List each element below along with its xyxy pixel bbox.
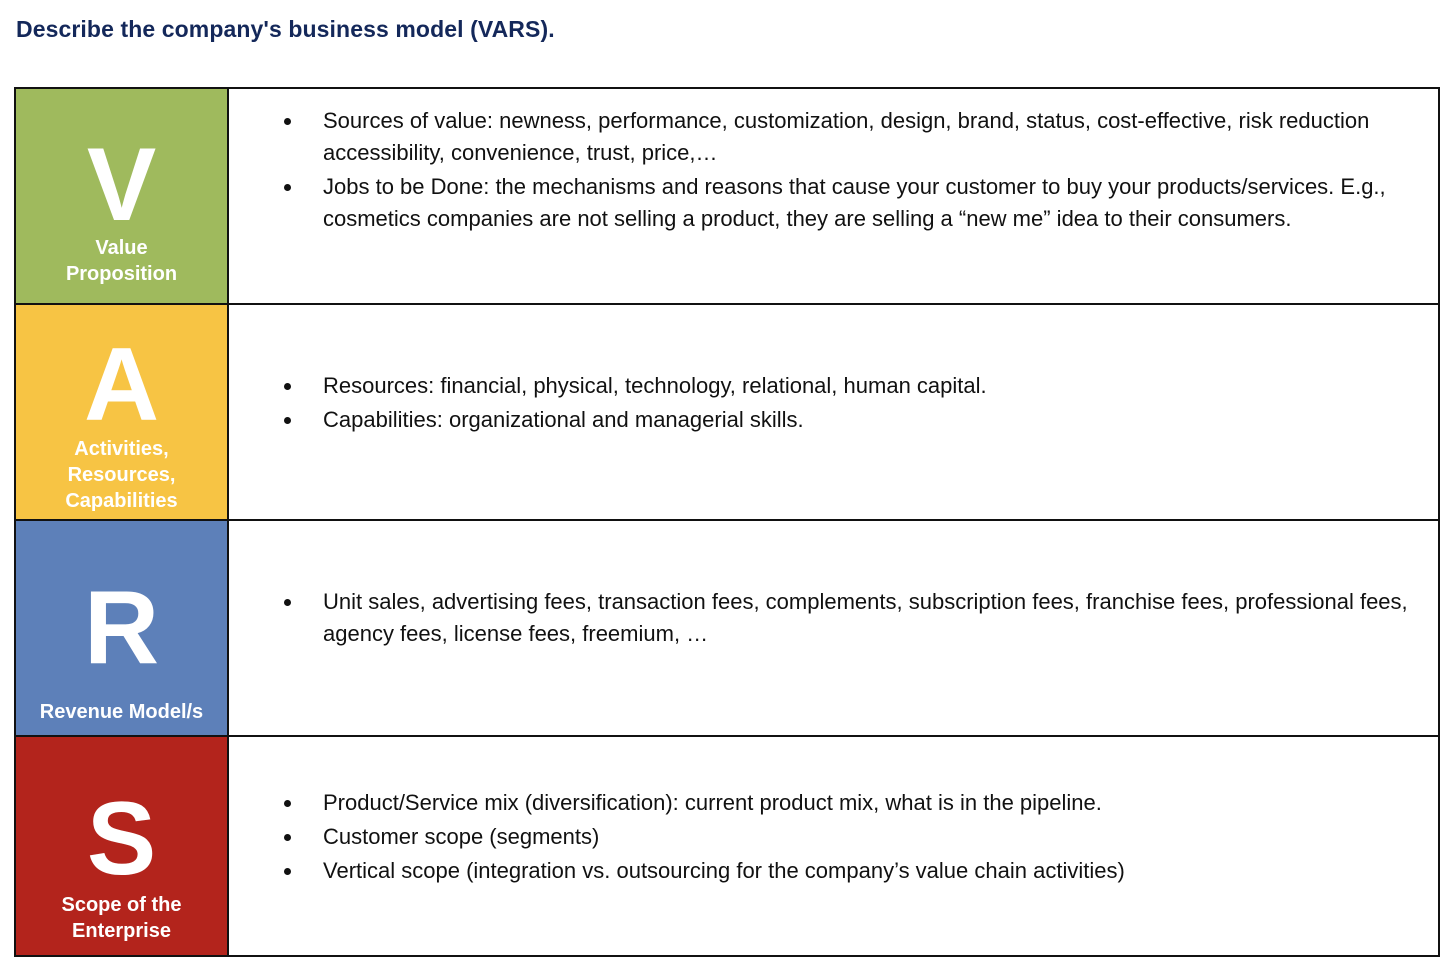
bullet-text: Sources of value: newness, performance, customization, design, brand, status, cost-effective, risk reduction accessibility, convenience, trust, price,… bbox=[323, 108, 1370, 165]
list-item bbox=[279, 787, 1408, 819]
label-value-proposition: Value Proposition bbox=[65, 237, 178, 285]
letter-cell-a bbox=[14, 303, 229, 521]
letter-cell-v bbox=[14, 87, 229, 305]
bullet-icon bbox=[284, 417, 291, 424]
vars-row-revenue-model bbox=[14, 519, 1440, 737]
bullet-icon bbox=[284, 118, 291, 125]
bullet-list bbox=[279, 370, 1408, 438]
bullet-text: Capabilities: organizational and managerial skills. bbox=[323, 407, 804, 432]
label-activities-resources-capabilities: Activities, Resources, Capabilities bbox=[65, 438, 178, 512]
letter-v: V bbox=[86, 127, 157, 243]
vars-table bbox=[14, 87, 1440, 957]
list-item bbox=[279, 370, 1408, 402]
list-item bbox=[279, 855, 1408, 887]
list-item bbox=[279, 171, 1408, 235]
bullet-icon bbox=[284, 383, 291, 390]
bullet-list bbox=[279, 586, 1408, 652]
content-cell-scope bbox=[229, 735, 1440, 957]
bullet-icon bbox=[284, 868, 291, 875]
label-scope-of-enterprise: Scope of the Enterprise bbox=[61, 894, 182, 942]
bullet-icon bbox=[284, 800, 291, 807]
vars-row-activities bbox=[14, 303, 1440, 521]
label-revenue-model: Revenue Model/s bbox=[39, 701, 204, 723]
content-cell-activities bbox=[229, 303, 1440, 521]
vars-row-scope bbox=[14, 735, 1440, 957]
bullet-icon bbox=[284, 834, 291, 841]
letter-r: R bbox=[83, 570, 160, 686]
page-title: Describe the company's business model (VARS). bbox=[16, 16, 555, 42]
bullet-list bbox=[279, 787, 1408, 889]
bullet-text: Resources: financial, physical, technology, relational, human capital. bbox=[323, 373, 987, 398]
letter-cell-r bbox=[14, 519, 229, 737]
letter-s: S bbox=[86, 781, 157, 897]
bullet-text: Product/Service mix (diversification): current product mix, what is in the pipeline. bbox=[323, 790, 1102, 815]
list-item bbox=[279, 821, 1408, 853]
bullet-text: Vertical scope (integration vs. outsourcing for the company’s value chain activities) bbox=[323, 858, 1125, 883]
content-cell-value-proposition bbox=[229, 87, 1440, 305]
list-item bbox=[279, 586, 1408, 650]
bullet-text: Unit sales, advertising fees, transaction fees, complements, subscription fees, franchise fees, professional fees, agency fees, license fees, freemium, … bbox=[323, 589, 1408, 646]
list-item bbox=[279, 105, 1408, 169]
list-item bbox=[279, 404, 1408, 436]
vars-row-value-proposition bbox=[14, 87, 1440, 305]
letter-a: A bbox=[83, 327, 160, 443]
bullet-icon bbox=[284, 599, 291, 606]
bullet-text: Customer scope (segments) bbox=[323, 824, 600, 849]
bullet-list bbox=[279, 105, 1408, 237]
content-cell-revenue-model bbox=[229, 519, 1440, 737]
letter-cell-s bbox=[14, 735, 229, 957]
bullet-text: Jobs to be Done: the mechanisms and reasons that cause your customer to buy your products/services. E.g., cosmetics companies are not selling a product, they are selling a “new me” idea to their consumers. bbox=[323, 174, 1386, 231]
bullet-icon bbox=[284, 184, 291, 191]
